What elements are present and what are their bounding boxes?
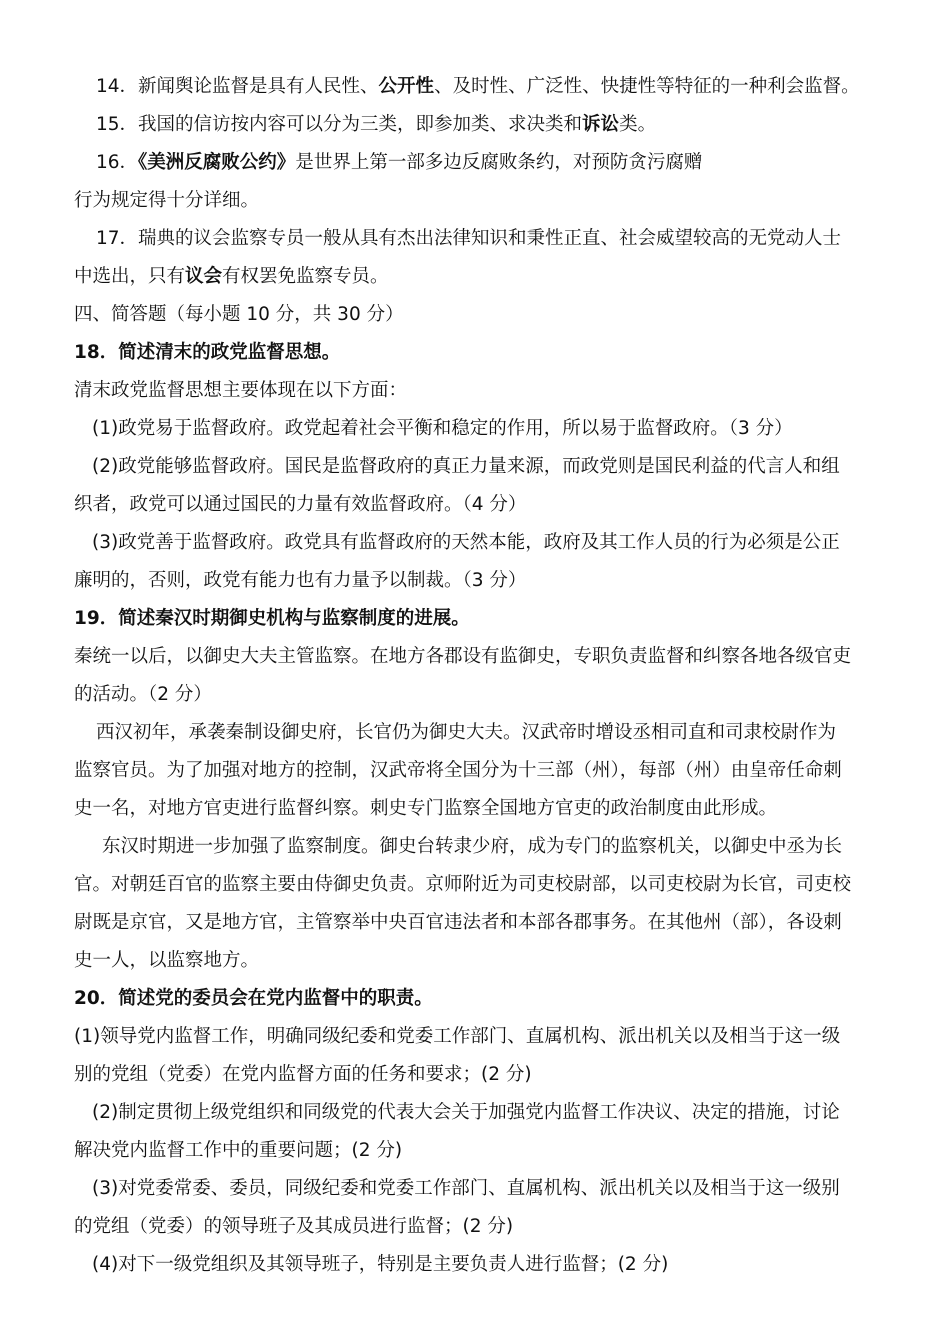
- answer-line: 织者，政党可以通过国民的力量有效监督政府。（4 分）: [74, 494, 527, 515]
- answer-line: 史一名，对地方官吏进行监督纠察。刺史专门监察全国地方官吏的政治制度由此形成。: [74, 798, 778, 819]
- q16-number: 16．: [96, 152, 139, 173]
- q16-text-after: 是世界上第一部多边反腐败条约，对预防贪污腐赠: [295, 152, 703, 173]
- answer-line: 解决党内监督工作中的重要问题；(2 分): [74, 1140, 403, 1161]
- q15-text-after: 类。: [619, 114, 657, 135]
- q14-text-after: 、及时性、广泛性、快捷性等特征的一种利会监督。: [434, 76, 860, 97]
- question-20-title: 20．简述党的委员会在党内监督中的职责。: [74, 988, 433, 1009]
- q14-answer: 公开性: [378, 76, 435, 97]
- answer-line: 监察官员。为了加强对地方的控制，汉武帝将全国分为十三部（州），每部（州）由皇帝任命刺: [74, 760, 842, 781]
- question-16: [96, 146, 702, 180]
- question-19-title: 19．简述秦汉时期御史机构与监察制度的进展。: [74, 608, 470, 629]
- answer-line: (3)政党善于监督政府。政党具有监督政府的天然本能，政府及其工作人员的行为必须是公正: [92, 532, 840, 553]
- q15-answer: 诉讼: [582, 114, 620, 135]
- answer-line: 的活动。（2 分）: [74, 684, 212, 705]
- answer-line: (4)对下一级党组织及其领导班子，特别是主要负责人进行监督；(2 分): [92, 1254, 669, 1275]
- answer-line: 秦统一以后，以御史大夫主管监察。在地方各郡设有监御史，专职负责监督和纠察各地各级官吏: [74, 646, 852, 667]
- q14-text-before: 14．新闻舆论监督是具有人民性、: [96, 76, 379, 97]
- answer-line: (2)制定贯彻上级党组织和同级党的代表大会关于加强党内监督工作决议、决定的措施，讨论: [92, 1102, 840, 1123]
- answer-line: 别的党组（党委）在党内监督方面的任务和要求；(2 分): [74, 1064, 532, 1085]
- q15-text-before: 15．我国的信访按内容可以分为三类，即参加类、求决类和: [96, 114, 583, 135]
- q17-text-before: 中选出，只有: [74, 266, 186, 287]
- answer-line: 的党组（党委）的领导班子及其成员进行监督；(2 分): [74, 1216, 514, 1237]
- question-17-continued: [74, 260, 389, 294]
- answer-line: 官。对朝廷百官的监察主要由侍御史负责。京师附近为司吏校尉部，以司吏校尉为长官，司吏校: [74, 874, 852, 895]
- answer-line: (1)政党易于监督政府。政党起着社会平衡和稳定的作用，所以易于监督政府。（3 分）: [92, 418, 793, 439]
- question-14: [96, 70, 860, 104]
- q17-text-after: 有权罢免监察专员。: [222, 266, 389, 287]
- answer-line: 尉既是京官，又是地方官，主管察举中央百官违法者和本部各郡事务。在其他州（部），各设刺: [74, 912, 842, 933]
- answer-line: 东汉时期进一步加强了监察制度。御史台转隶少府，成为专门的监察机关，以御史中丞为长: [102, 836, 843, 857]
- answer-line: (2)政党能够监督政府。国民是监督政府的真正力量来源，而政党则是国民利益的代言人和组: [92, 456, 840, 477]
- answer-line: (3)对党委常委、委员，同级纪委和党委工作部门、直属机构、派出机关以及相当于这一级别: [92, 1178, 840, 1199]
- question-18-title: 18．简述清末的政党监督思想。: [74, 342, 341, 363]
- question-17: 17．瑞典的议会监察专员一般从具有杰出法律知识和秉性正直、社会威望较高的无党动人士: [96, 228, 842, 249]
- answer-line: 史一人，以监察地方。: [74, 950, 260, 971]
- q17-answer: 议会: [185, 266, 223, 287]
- answer-line: 廉明的，否则，政党有能力也有力量予以制裁。（3 分）: [74, 570, 527, 591]
- question-15: [96, 108, 656, 142]
- answer-line: (1)领导党内监督工作，明确同级纪委和党委工作部门、直属机构、派出机关以及相当于这一级: [74, 1026, 841, 1047]
- section-heading: 四、简答题（每小题 10 分，共 30 分）: [74, 304, 404, 325]
- question-16-continued: 行为规定得十分详细。: [74, 190, 260, 211]
- q16-answer: 《美洲反腐败公约》: [138, 152, 296, 173]
- answer-line: 清末政党监督思想主要体现在以下方面：: [74, 380, 408, 401]
- answer-line: 西汉初年，承袭秦制设御史府，长官仍为御史大夫。汉武帝时增设丞相司直和司隶校尉作为: [96, 722, 837, 743]
